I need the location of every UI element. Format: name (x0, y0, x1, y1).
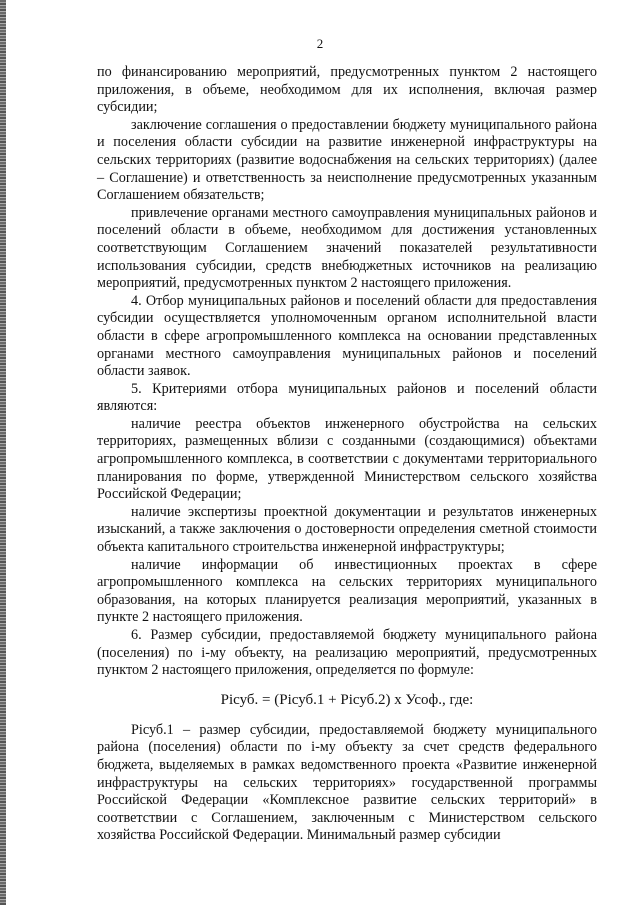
paragraph-6: наличие реестра объектов инженерного обустройства на сельских территориях, размещенных вблизи с созданными (создающимися) объектами агропромышленного комплекса, в соответствии с документами территориального планирования по форме, утвержденной Министерством сельского хозяйства Российской Федерации; (97, 415, 597, 503)
paragraph-1: по финансированию мероприятий, предусмотренных пунктом 2 настоящего приложения, в объеме, необходимом для их исполнения, включая размер субсидии; (97, 64, 597, 116)
paragraph-2: заключение соглашения о предоставлении бюджету муниципального района и поселения области субсидии на развитие инженерной инфраструктуры на сельских территориях (развитие водоснабжения на сельских территориях) (далее – Соглашение) и ответственность за неисполнение предусмотренных указанным Соглашением обязательств; (97, 116, 597, 204)
scan-edge (0, 0, 6, 905)
paragraph-3: привлечение органами местного самоуправления муниципальных районов и поселений области в объеме, необходимом для достижения установленных соответствующим Соглашением значений показателей результативности использования субсидии, средств внебюджетных источников на реализацию мероприятий, предусмотренных пунктом 2 настоящего приложения. (97, 204, 597, 292)
paragraph-9: 6. Размер субсидии, предоставляемой бюджету муниципального района (поселения) по i-му объекту, на реализацию мероприятий, предусмотренных пунктом 2 настоящего приложения, определяется по формуле: (97, 627, 597, 679)
page-number: 2 (316, 36, 324, 51)
paragraph-7: наличие экспертизы проектной документации и результатов инженерных изысканий, а также заключения о достоверности определения сметной стоимости объекта капитального строительства инженерной инфраструктуры; (97, 503, 597, 556)
formula: Рiсуб. = (Рiсуб.1 + Рiсуб.2) х Усоф., где: (220, 691, 474, 708)
paragraph-10: Рiсуб.1 – размер субсидии, предоставляемой бюджету муниципального района (поселения) области по i-му объекту за счет средств федерального бюджета, выделяемых в рамках ведомственного проекта «Развитие инженерной инфраструктуры на сельских территориях» государственной программы Российской Федерации «Комплексное развитие сельских территорий» в соответствии с Соглашением, заключенным с Министерством сельского хозяйства Российской Федерации. Минимальный размер субсидии (97, 721, 597, 844)
paragraph-5: 5. Критериями отбора муниципальных районов и поселений области являются: (97, 380, 597, 415)
paragraph-8: наличие информации об инвестиционных проектах в сфере агропромышленного комплекса на сельских территориях муниципального образования, на которых планируется реализация мероприятий, указанных в пункте 2 настоящего приложения. (97, 556, 597, 626)
document-body (97, 64, 597, 845)
paragraph-4: 4. Отбор муниципальных районов и поселений области для предоставления субсидии осуществляется уполномоченным органом исполнительной власти области в сфере агропромышленного комплекса на основании представленных органами местного самоуправления муниципальных районов и поселений области заявок. (97, 292, 597, 380)
